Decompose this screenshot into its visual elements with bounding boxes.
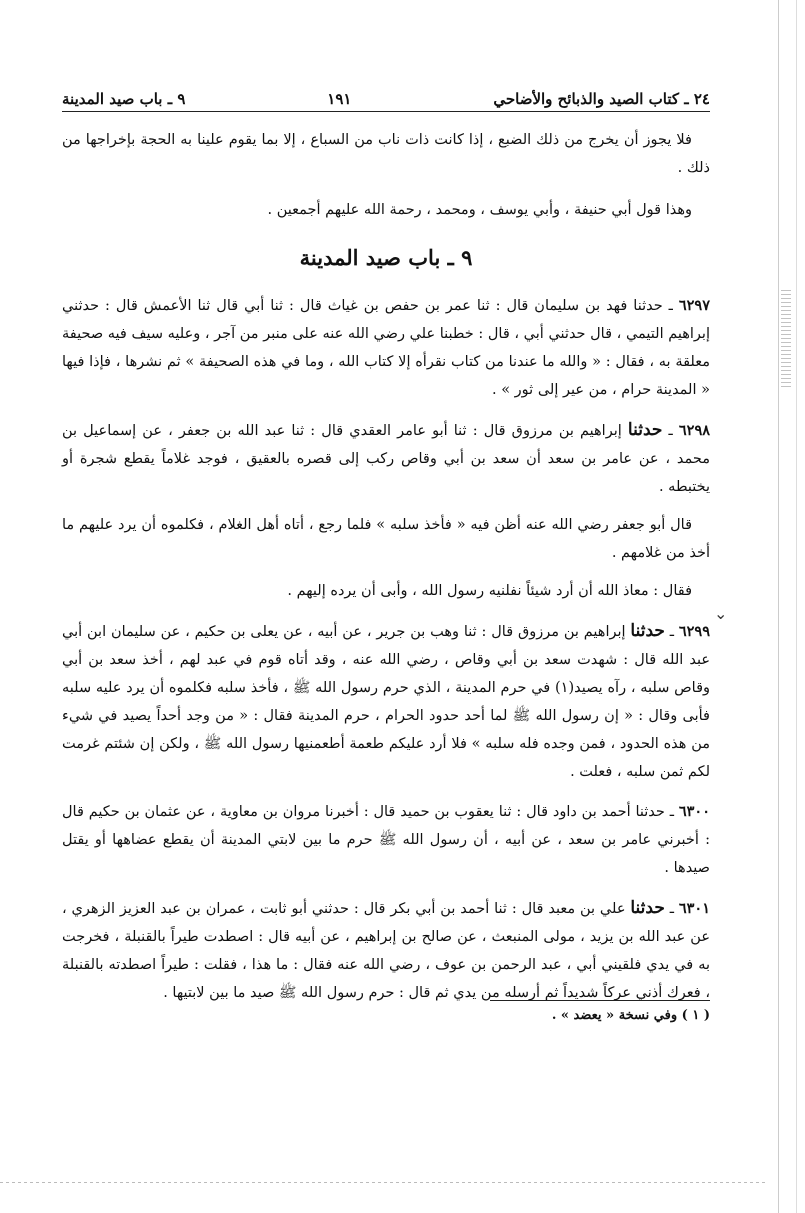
header-rule [62,111,710,112]
hadith-number: ٦٢٩٧ [678,297,711,314]
margin-annotation-mark: ⌄ [714,604,728,623]
hadith-lead: حدثنا [630,621,665,641]
hadith-number: ٦٣٠١ [678,900,711,917]
scan-artifact [781,290,791,390]
intro-paragraph-1: فلا يجوز أن يخرج من ذلك الضبع ، إذا كانت ذات ناب من السباع ، إلا بما يقوم علينا به الحجة بإخراجها من ذلك . [62,132,710,176]
header-section: ٩ ـ باب صيد المدينة [62,90,186,108]
hadith-number: ٦٢٩٨ [678,422,711,439]
header-chapter: ٢٤ ـ كتاب الصيد والذبائح والأضاحي [493,90,710,108]
scan-bottom-line [0,1182,765,1183]
page-edge-outer [796,0,797,1213]
hadith-note: قال أبو جعفر رضي الله عنه أظن فيه « فأخذ سلبه » فلما رجع ، أتاه أهل الغلام ، فكلموه أن يرد عليهم ما أخذ من غلامهم . [62,517,710,561]
chapter-title: ٩ ـ باب صيد المدينة [299,245,473,270]
running-header [62,84,710,108]
hadith-text: أحمد بن داود قال : ثنا يعقوب بن حميد قال : أخبرنا مروان بن معاوية ، عن عثمان بن حكيم قال : أخبرني عامر بن سعد ، عن أبيه ، أن رسول الله ﷺ حرم ما بين لابتي المدينة أن يقطع عضاهها أو يقتل صيدها . [62,804,710,876]
hadith-text: فهد بن سليمان قال : ثنا عمر بن حفص بن غياث قال : ثنا أبي قال ثنا الأعمش قال : حدثني إبراهيم التيمي ، قال حدثني أبي ، قال : خطبنا علي رضي الله عنه على منبر من آجر ، وعليه سيف فيه صحيفة معلقة به ، فقال : « والله ما عندنا من كتاب نقرأه إلا كتاب الله ، وما في هذه الصحيفة » ثم نشرها ، فإذا فيها « المدينة حرام ، من عير إلى ثور » . [62,298,710,398]
hadith-number: ٦٢٩٩ [678,623,711,640]
page-number: ١٩١ [327,90,352,108]
hadith-note: فقال : معاذ الله أن أرد شيئاً نفلنيه رسول الله ، وأبى أن يرده إليهم . [287,583,692,599]
hadith-6297: ٦٢٩٧ ـ حدثنا فهد بن سليمان قال : ثنا عمر بن حفص بن غياث قال : ثنا أبي قال ثنا الأعمش قال : حدثني إبراهيم التيمي ، قال حدثني أبي ، قال : خطبنا علي رضي الله عنه على منبر من آجر ، وعليه سيف فيه صحيفة معلقة به ، فقال : « والله ما عندنا من كتاب نقرأه إلا كتاب الله ، وما في هذه الصحيفة » ثم نشرها ، فإذا فيها « المدينة حرام ، من عير إلى ثور » . [62,297,711,398]
hadith-text: إبراهيم بن مرزوق قال : ثنا أبو عامر العقدي قال : ثنا عبد الله بن جعفر ، عن إسماعيل بن محمد ، عن عامر بن سعد أن سعد بن أبي وقاص ركب إلى قصره بالعقيق ، فوجد غلاماً يقطع شجرة أو يختبطه . [62,423,710,495]
page-edge [778,0,779,1213]
intro-text [62,126,710,224]
hadith-6299: ٦٢٩٩ ـ حدثنا إبراهيم بن مرزوق قال : ثنا وهب بن جرير ، عن أبيه ، عن يعلى بن حكيم ، عن سليمان ابن أبي عبد الله قال : شهدت سعد بن أبي وقاص ، رضي الله عنه ، وقد أتاه قوم في عبد لهم ، أخذ سعد بن أبي وقاص سلبه ، رآه يصيد(١) في حرم المدينة ، الذي حرم رسول الله ﷺ ، فأخذ سلبه فكلموه أن يرد عليه سلبه فأبى وقال : « إن رسول الله ﷺ لما أحد حدود الحرام ، حرم المدينة فقال : « من وجد أحداً يصيد في شيء من هذه الحدود ، فمن وجده فله سلبه » فلا أرد عليكم طعمة أطعمنيها رسول الله ﷺ ، ولكن إن شئتم غرمت لكم ثمن سلبه ، فعلت . [62,621,711,780]
hadith-6300: ٦٣٠٠ ـ حدثنا أحمد بن داود قال : ثنا يعقوب بن حميد قال : أخبرنا مروان بن معاوية ، عن عثمان بن حكيم قال : أخبرني عامر بن سعد ، عن أبيه ، أن رسول الله ﷺ حرم ما بين لابتي المدينة أن يقطع عضاهها أو يقتل صيدها . [62,803,710,876]
hadith-text: إبراهيم بن مرزوق قال : ثنا وهب بن جرير ، عن أبيه ، عن يعلى بن حكيم ، عن سليمان ابن أبي عبد الله قال : شهدت سعد بن أبي وقاص ، رضي الله عنه ، وقد أتاه قوم في عبد لهم ، أخذ سعد بن أبي وقاص سلبه ، رآه يصيد(١) في حرم المدينة ، الذي حرم رسول الله ﷺ ، فأخذ سلبه فكلموه أن يرد عليه سلبه فأبى وقال : « إن رسول الله ﷺ لما أحد حدود الحرام ، حرم المدينة فقال : « من وجد أحداً يصيد في شيء من هذه الحدود ، فمن وجده فله سلبه » فلا أرد عليكم طعمة أطعمنيها رسول الله ﷺ ، ولكن إن شئتم غرمت لكم ثمن سلبه ، فعلت . [62,624,711,780]
hadith-number: ٦٣٠٠ [678,803,710,820]
footnote-rule [490,1000,710,1001]
hadith-lead: حدثنا [627,420,663,440]
hadith-lead: حدثنا [633,298,663,314]
hadith-text: علي بن معبد قال : ثنا أحمد بن أبي بكر قال : حدثني أبو ثابت ، عمران بن عبد العزيز الزهري ، عن عبد الله بن يزيد ، مولى المنبعث ، عن صالح بن إبراهيم ، عن أبيه قال : اصطدت طيراً بالقنبلة ، فخرجت به في يدي فلقيني أبي ، عبد الرحمن بن عوف ، رضي الله عنه فقال : ما هذا ، فقلت : طيراً اصطدته بالقنبلة ، فعرك أذني عركاً شديداً ثم أرسله من يدي ثم قال : حرم رسول الله ﷺ صيد ما بين لابتيها . [62,901,710,1001]
hadith-6301: ٦٣٠١ ـ حدثنا علي بن معبد قال : ثنا أحمد بن أبي بكر قال : حدثني أبو ثابت ، عمران بن عبد العزيز الزهري ، عن عبد الله بن يزيد ، مولى المنبعث ، عن صالح بن إبراهيم ، عن أبيه قال : اصطدت طيراً بالقنبلة ، فخرجت به في يدي فلقيني أبي ، عبد الرحمن بن عوف ، رضي الله عنه فقال : ما هذا ، فقلت : طيراً اصطدته بالقنبلة ، فعرك أذني عركاً شديداً ثم أرسله من يدي ثم قال : حرم رسول الله ﷺ صيد ما بين لابتيها . [62,898,711,1001]
hadith-lead: حدثنا [630,898,665,918]
intro-paragraph-2: وهذا قول أبي حنيفة ، وأبي يوسف ، ومحمد ، رحمة الله عليهم أجمعين . [267,202,692,218]
footnote: ( ١ ) وفي نسخة « يعضد » . [551,1008,710,1023]
page-body [62,120,710,1019]
hadith-lead: حدثنا [635,804,665,820]
hadith-6298: ٦٢٩٨ ـ حدثنا إبراهيم بن مرزوق قال : ثنا أبو عامر العقدي قال : ثنا عبد الله بن جعفر ، عن إسماعيل بن محمد ، عن عامر بن سعد أن سعد بن أبي وقاص ركب إلى قصره بالعقيق ، فوجد غلاماً يقطع شجرة أو يختبطه . قال أبو جعفر رضي الله عنه أظن فيه « فأخذ سلبه » فلما رجع ، أتاه أهل الغلام ، فكلموه أن يرد عليهم ما أخذ من غلامهم . فقال : معاذ الله أن أرد شيئاً نفلنيه رسول الله ، وأبى أن يرده إليهم . [62,416,710,605]
